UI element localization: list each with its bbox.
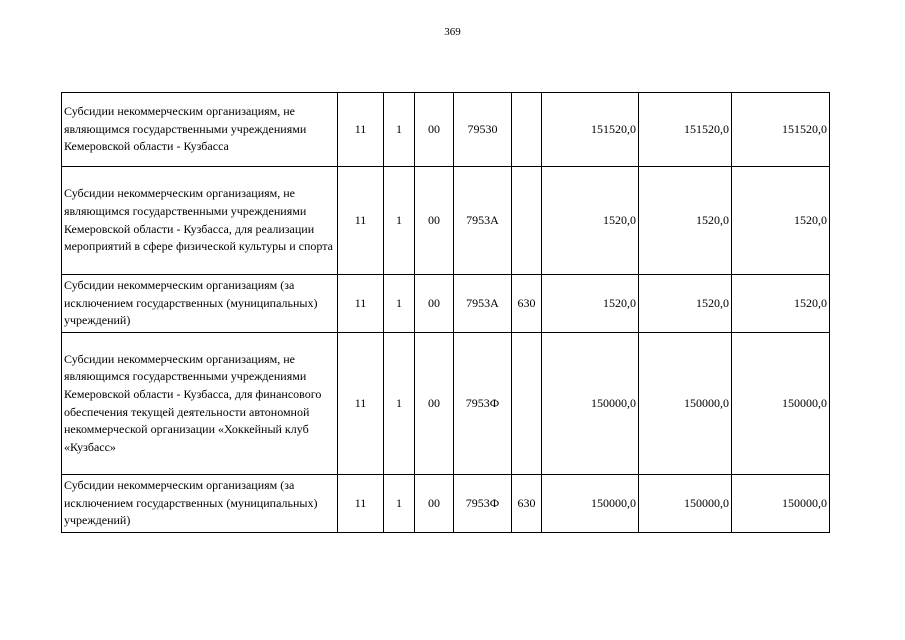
expense-type-code: 630 — [512, 275, 542, 333]
expense-type-code — [512, 167, 542, 275]
amount-year-1: 150000,0 — [542, 333, 639, 475]
section-code: 11 — [338, 475, 384, 533]
section-code: 11 — [338, 333, 384, 475]
row-name: Субсидии некоммерческим организациям (за исключением государственных (муниципальных) учреждений) — [62, 475, 338, 533]
page-number: 369 — [444, 26, 461, 38]
subsection-code: 1 — [384, 333, 415, 475]
target-article-code: 7953Ф — [454, 475, 512, 533]
amount-year-3: 150000,0 — [732, 333, 830, 475]
subsection-code: 1 — [384, 167, 415, 275]
table-row — [62, 93, 830, 167]
budget-table — [61, 92, 830, 533]
amount-year-2: 1520,0 — [639, 167, 732, 275]
row-name: Субсидии некоммерческим организациям (за исключением государственных (муниципальных) учреждений) — [62, 275, 338, 333]
table-row — [62, 167, 830, 275]
subsection-code: 1 — [384, 275, 415, 333]
amount-year-1: 1520,0 — [542, 167, 639, 275]
program-code: 00 — [415, 93, 454, 167]
program-code: 00 — [415, 333, 454, 475]
target-article-code: 79530 — [454, 93, 512, 167]
section-code: 11 — [338, 93, 384, 167]
amount-year-2: 151520,0 — [639, 93, 732, 167]
amount-year-3: 150000,0 — [732, 475, 830, 533]
section-code: 11 — [338, 167, 384, 275]
row-name: Субсидии некоммерческим организациям, не являющимся государственными учреждениями Кемеровской области - Кузбасса, для реализации мероприятий в сфере физической культуры и спорта — [62, 167, 338, 275]
amount-year-1: 1520,0 — [542, 275, 639, 333]
program-code: 00 — [415, 475, 454, 533]
amount-year-3: 151520,0 — [732, 93, 830, 167]
row-name: Субсидии некоммерческим организациям, не являющимся государственными учреждениями Кемеровской области - Кузбасса, для финансового обеспечения текущей деятельности автономной некоммерческой организации «Хоккейный клуб «Кузбасс» — [62, 333, 338, 475]
program-code: 00 — [415, 275, 454, 333]
table-row — [62, 333, 830, 475]
target-article-code: 7953Ф — [454, 333, 512, 475]
amount-year-2: 1520,0 — [639, 275, 732, 333]
table-row — [62, 275, 830, 333]
amount-year-3: 1520,0 — [732, 167, 830, 275]
amount-year-2: 150000,0 — [639, 475, 732, 533]
target-article-code: 7953А — [454, 167, 512, 275]
expense-type-code: 630 — [512, 475, 542, 533]
row-name: Субсидии некоммерческим организациям, не являющимся государственными учреждениями Кемеровской области - Кузбасса — [62, 93, 338, 167]
target-article-code: 7953А — [454, 275, 512, 333]
section-code: 11 — [338, 275, 384, 333]
amount-year-1: 151520,0 — [542, 93, 639, 167]
expense-type-code — [512, 93, 542, 167]
subsection-code: 1 — [384, 475, 415, 533]
amount-year-2: 150000,0 — [639, 333, 732, 475]
table-row — [62, 475, 830, 533]
amount-year-1: 150000,0 — [542, 475, 639, 533]
expense-type-code — [512, 333, 542, 475]
amount-year-3: 1520,0 — [732, 275, 830, 333]
subsection-code: 1 — [384, 93, 415, 167]
program-code: 00 — [415, 167, 454, 275]
